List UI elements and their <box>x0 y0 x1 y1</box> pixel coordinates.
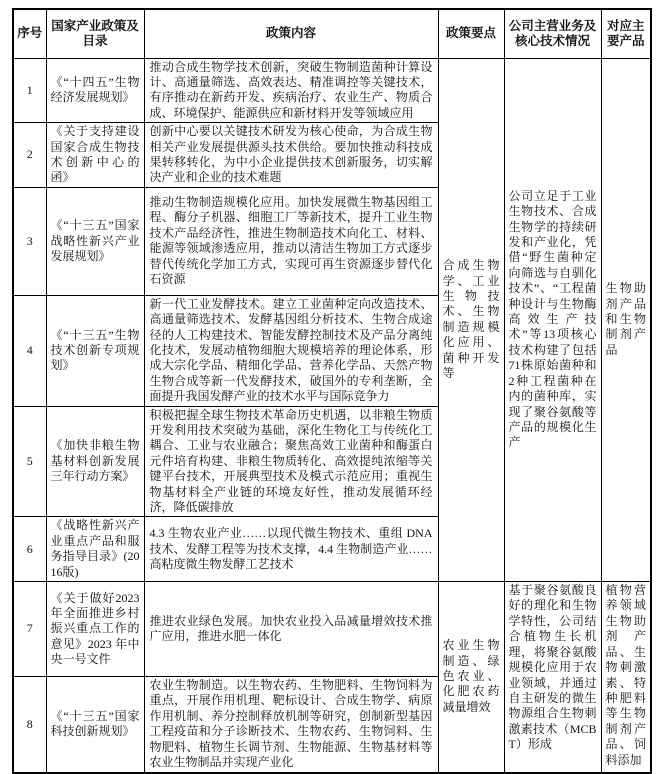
company-business-cell: 基于聚谷氨酸良好的理化和生物学特性，公司结合植物生长机理，将聚谷氨酸规模化应用于农业领域，并通过自主研发的微生物源组合生物刺激素技术（MCBT）形成 <box>504 582 601 773</box>
row-number-cell: 8 <box>13 677 46 773</box>
policy-content-cell: 推动合成生物学技术创新，突破生物制造菌种计算设计、高通量筛选、高效表达、精准调控等关键技术，有序推动在新药开发、疾病治疗、农业生产、物质合成、环境保护、能源供应和新材料开发等领域应用 <box>144 58 438 123</box>
policy-content-cell: 创新中心要以关键技术研发为核心使命，为合成生物相关产业发展提供源头技术供给。要加快推动科技成果转移转化，为中小企业提供技术创新服务，切实解决产业和企业的技术难题 <box>144 123 438 188</box>
row-number-cell: 4 <box>13 295 46 406</box>
row-number-cell: 6 <box>13 517 46 582</box>
table-header-row <box>13 9 651 58</box>
header-policy: 国家产业政策及目录 <box>46 9 144 58</box>
policy-name-cell: 《关于做好2023 年全面推进乡村振兴重点工作的意见》2023 年中央一号文件 <box>46 582 144 677</box>
header-no: 序号 <box>13 9 46 58</box>
policy-content-cell: 积极把握全球生物技术革命历史机遇，以非粮生物质开发利用技术突破为基础，深化生物化工与传统化工耦合、工业与农业融合；聚焦高效工业菌种和酶蛋白元件培育构建、非粮生物质转化、高效提纯浓缩等关键平台技术，开展典型技术及模式示范应用；重视生物基材料全产业链的环境友好性，推动发展循环经济，降低碳排放 <box>144 406 438 517</box>
policy-name-cell: 《加快非粮生物基材料创新发展三年行动方案》 <box>46 406 144 517</box>
main-products-cell: 生物助剂产品和生物制剂产品 <box>601 58 651 582</box>
policy-name-cell: 《“十三五”国家科技创新规划》 <box>46 677 144 773</box>
policy-points-cell: 合成生物学、工业生物技术、生物制造规模化应用、菌种开发等 <box>438 58 504 582</box>
header-content: 政策内容 <box>144 9 438 58</box>
policy-name-cell: 《“十三五”生物技术创新专项规划》 <box>46 295 144 406</box>
row-number-cell: 5 <box>13 406 46 517</box>
policy-table <box>12 8 652 774</box>
row-number-cell: 7 <box>13 582 46 677</box>
table-row <box>13 582 651 677</box>
policy-name-cell: 《“十三五”国家战略性新兴产业发展规划》 <box>46 187 144 295</box>
header-points: 政策要点 <box>438 9 504 58</box>
policy-name-cell: 《战略性新兴产业重点产品和服务指导目录》(2016版) <box>46 517 144 582</box>
policy-content-cell: 推动生物制造规模化应用。加快发展微生物基因组工程、酶分子机器、细胞工厂等新技术，提升工业生物技术产品经济性，推进生物制造技术向化工、材料、能源等领域渗透应用，推动以清洁生物加工方式逐步替代传统化学加工方式，实现可再生资源逐步替代化石资源 <box>144 187 438 295</box>
header-products: 对应主要产品 <box>601 9 651 58</box>
main-products-cell: 植物营养领域生物助剂产品、生物刺激素、特种肥料等生物制剂产品、饲料添加 <box>601 582 651 773</box>
row-number-cell: 3 <box>13 187 46 295</box>
policy-points-cell: 农业生物制造、绿色农业、化肥农药减量增效 <box>438 582 504 773</box>
row-number-cell: 2 <box>13 123 46 188</box>
policy-name-cell: 《“十四五”生物经济发展规划》 <box>46 58 144 123</box>
table-row <box>13 58 651 123</box>
policy-content-cell: 新一代工业发酵技术。建立工业菌种定向改造技术、高通量筛选技术、发酵基因组分析技术、生物合成途径的人工构建技术、智能发酵控制技术及产品分离纯化技术，发展动植物细胞大规模培养的理论体系，形成大宗化学品、精细化学品、营养化学品、天然产物生物合成等新一代发酵技术，破国外的专利垄断，全面提升我国发酵产业的技术水平与国际竞争力 <box>144 295 438 406</box>
row-number-cell: 1 <box>13 58 46 123</box>
company-business-cell: 公司立足于工业生物技术、合成生物学的持续研发和产业化，凭借“野生菌种定向筛选与自驯化技术”、“工程菌种设计与生物酶高效生产技术”等13项核心技术构建了包括71株原始菌种和2种工程菌种在内的菌种库，实现了聚谷氨酸等产品的规模化生产 <box>504 58 601 582</box>
policy-content-cell: 农业生物制造。以生物农药、生物肥料、生物饲料为重点，开展作用机理、靶标设计、合成生物学、病原作用机制、养分控制释放机制等研究，创制新型基因工程疫苗和分子诊断技术、生物农药、生物饲料、生物肥料、植物生长调节剂、生物能源、生物基材料等农业生物制品并实现产业化 <box>144 677 438 773</box>
policy-name-cell: 《关于支持建设国家合成生物技术创新中心的函》 <box>46 123 144 188</box>
policy-content-cell: 4.3 生物农业产业……以现代微生物技术、重组 DNA 技术、发酵工程等为技术支撑，4.4 生物制造产业……高粘度微生物发酵工艺技术 <box>144 517 438 582</box>
header-company: 公司主营业务及核心技术情况 <box>504 9 601 58</box>
policy-content-cell: 推进农业绿色发展。加快农业投入品减量增效技术推广应用，推进水肥一体化 <box>144 582 438 677</box>
